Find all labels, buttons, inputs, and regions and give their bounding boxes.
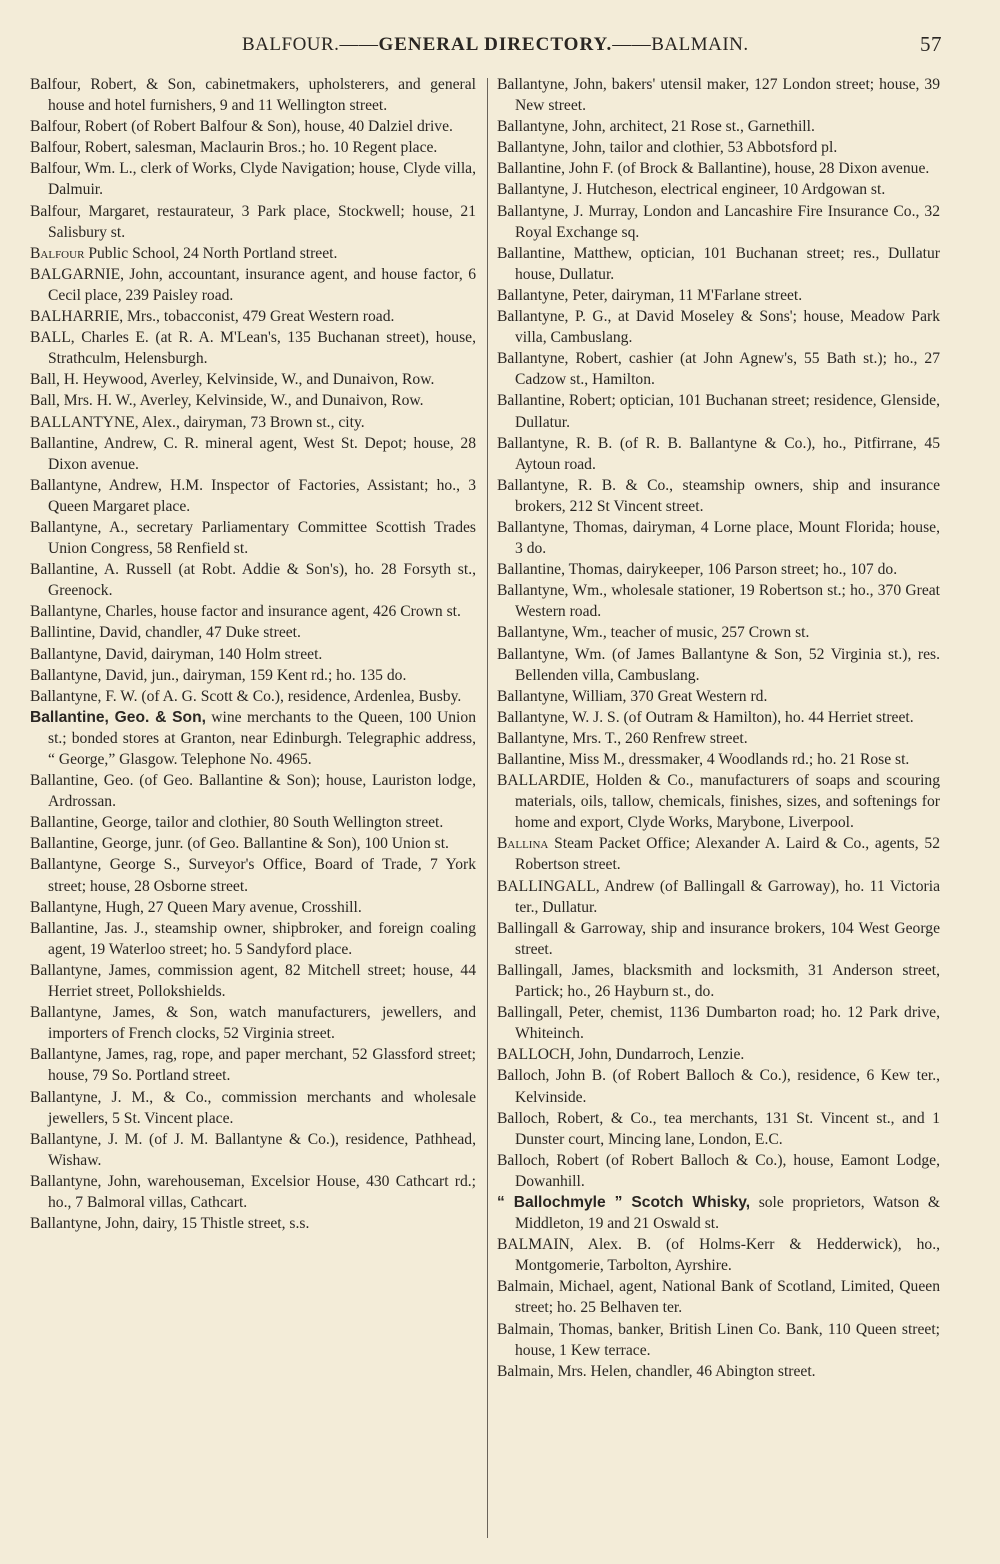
- directory-entry: [497, 285, 940, 306]
- entry-text: BALLARDIE, Holden & Co., manufacturers of soaps and scouring materials, oils, tallow, chemicals, finishes, sizes, and softenings for home and export, Clyde Works, Marybone, Liverpool.: [497, 772, 940, 832]
- entry-text: Steam Packet Office; Alexander A. Laird & Co., agents, 52 Robertson street.: [515, 835, 940, 874]
- directory-entry: [30, 686, 476, 707]
- directory-entry: [497, 306, 940, 348]
- entry-text: Public School, 24 North Portland street.: [84, 244, 338, 262]
- entry-text: Balfour, Robert (of Robert Balfour & Son), house, 40 Dalziel drive.: [30, 118, 453, 136]
- entry-text: Ballantyne, John, dairy, 15 Thistle street, s.s.: [30, 1215, 310, 1233]
- entry-text: Balloch, Robert, & Co., tea merchants, 131 St. Vincent st., and 1 Dunster court, Mincing lane, London, E.C.: [497, 1109, 940, 1148]
- entry-text: Ballantyne, F. W. (of A. G. Scott & Co.), residence, Ardenlea, Busby.: [30, 687, 462, 705]
- entry-text: Ballantyne, Peter, dairyman, 11 M'Farlane street.: [497, 286, 803, 304]
- directory-entry: [30, 559, 476, 601]
- directory-entry: [497, 559, 940, 580]
- directory-entry: [497, 158, 940, 179]
- directory-entry: [497, 644, 940, 686]
- entry-text: Ballantyne, J. M., & Co., commission merchants and wholesale jewellers, 5 St. Vincent place.: [30, 1088, 476, 1127]
- directory-entry: [30, 433, 476, 475]
- entry-text: Balloch, Robert (of Robert Balloch & Co.), house, Eamont Lodge, Dowanhill.: [497, 1151, 940, 1190]
- directory-entry: [497, 517, 940, 559]
- directory-entry: [30, 264, 476, 306]
- directory-entry: [497, 1002, 940, 1044]
- directory-entry: [30, 74, 476, 116]
- directory-entry: [497, 1108, 940, 1150]
- entry-text: Balmain, Michael, agent, National Bank of Scotland, Limited, Queen street; ho. 25 Belhaven ter.: [497, 1278, 940, 1317]
- entry-bold-name: Ballantine, Geo. & Son,: [30, 708, 206, 726]
- entry-smallcaps-name: Balfour: [30, 244, 85, 262]
- directory-entry: [497, 137, 940, 158]
- directory-entry: [30, 137, 476, 158]
- entry-text: Ballantyne, J. Hutcheson, electrical engineer, 10 Ardgowan st.: [497, 181, 886, 199]
- entry-text: Ballantyne, William, 370 Great Western rd.: [497, 687, 768, 705]
- entry-text: Ballantine, Thomas, dairykeeper, 106 Parson street; ho., 107 do.: [497, 561, 898, 579]
- entry-text: Balfour, Wm. L., clerk of Works, Clyde Navigation; house, Clyde villa, Dalmuir.: [30, 160, 476, 199]
- entry-text: Ballantyne, James, commission agent, 82 Mitchell street; house, 44 Herriet street, Pollokshields.: [30, 961, 476, 1001]
- directory-entry: [497, 348, 940, 390]
- directory-entry: [30, 1213, 476, 1234]
- entry-text: Ballantine, George, junr. (of Geo. Ballantine & Son), 100 Union st.: [30, 835, 449, 853]
- entry-text: Ballantyne, Robert, cashier (at John Agnew's, 55 Bath st.); ho., 27 Cadzow st., Hamilton.: [497, 350, 940, 389]
- directory-entry: [497, 1044, 940, 1065]
- directory-entry: [30, 390, 476, 411]
- entry-text: Ballantyne, J. Murray, London and Lancashire Fire Insurance Co., 32 Royal Exchange sq.: [497, 202, 940, 241]
- entry-text: Ballantine, Geo. (of Geo. Ballantine & Son); house, Lauriston lodge, Ardrossan.: [30, 772, 476, 811]
- directory-entry: [497, 74, 940, 116]
- entry-text: BALMAIN, Alex. B. (of Holms-Kerr & Hedderwick), ho., Montgomerie, Tarbolton, Ayrshire.: [497, 1236, 940, 1275]
- directory-entry: [30, 1171, 476, 1213]
- entry-text: Ballantyne, James, & Son, watch manufacturers, jewellers, and importers of French clocks, 52 Virginia street.: [30, 1004, 476, 1043]
- directory-entry: [497, 622, 940, 643]
- directory-entry: [30, 1002, 476, 1044]
- entry-text: Ballantyne, Mrs. T., 260 Renfrew street.: [497, 729, 748, 747]
- entry-text: BALLINGALL, Andrew (of Ballingall & Garroway), ho. 11 Victoria ter., Dullatur.: [497, 877, 940, 916]
- directory-entry: [497, 918, 940, 960]
- directory-entry: [30, 1044, 476, 1086]
- entry-text: Ballingall & Garroway, ship and insurance brokers, 104 West George street.: [497, 919, 940, 958]
- directory-entry: [30, 622, 476, 643]
- entry-text: Balloch, John B. (of Robert Balloch & Co.), residence, 6 Kew ter., Kelvinside.: [497, 1067, 940, 1106]
- directory-entry: [30, 1087, 476, 1129]
- directory-entry: [497, 728, 940, 749]
- entry-text: Ballantine, Robert; optician, 101 Buchanan street; residence, Glenside, Dullatur.: [497, 392, 940, 431]
- directory-entry: [30, 517, 476, 559]
- entry-text: Ballantyne, Charles, house factor and insurance agent, 426 Crown st.: [30, 603, 461, 621]
- entry-text: Ballantine, Matthew, optician, 101 Buchanan street; res., Dullatur house, Dullatur.: [497, 244, 940, 283]
- entry-text: Ballantyne, David, jun., dairyman, 159 Kent rd.; ho. 135 do.: [30, 666, 407, 684]
- entry-text: Ballantyne, John, bakers' utensil maker, 127 London street; house, 39 New street.: [497, 76, 940, 115]
- entry-text: Ballantyne, David, dairyman, 140 Holm street.: [30, 645, 323, 663]
- directory-entry: [30, 327, 476, 369]
- entry-text: Balmain, Mrs. Helen, chandler, 46 Abington street.: [497, 1362, 816, 1380]
- directory-entry: [497, 876, 940, 918]
- directory-entry: [30, 833, 476, 854]
- entry-text: Ballingall, Peter, chemist, 1136 Dumbarton road; ho. 12 Park drive, Whiteinch.: [497, 1004, 940, 1043]
- entry-text: Ballantyne, R. B. (of R. B. Ballantyne & Co.), ho., Pitfirrane, 45 Aytoun road.: [497, 434, 940, 473]
- directory-entry: [497, 116, 940, 137]
- directory-entry: [497, 390, 940, 432]
- directory-entry: [497, 1319, 940, 1361]
- running-header: [0, 30, 1000, 62]
- directory-entry: [497, 833, 940, 875]
- entry-text: Ballintine, David, chandler, 47 Duke street.: [30, 624, 301, 642]
- entry-text: Balfour, Robert, salesman, Maclaurin Bros.; ho. 10 Regent place.: [30, 139, 438, 157]
- entry-text: Ballantyne, R. B. & Co., steamship owners, ship and insurance brokers, 212 St Vincent street.: [497, 476, 940, 515]
- directory-entry: [30, 369, 476, 390]
- directory-entry: [30, 1129, 476, 1171]
- directory-entry: [30, 644, 476, 665]
- header-left-word: BALFOUR.: [242, 34, 340, 55]
- running-title: BALFOUR.——GENERAL DIRECTORY.——BALMAIN.: [242, 34, 749, 55]
- entry-text: Ballantyne, Wm., wholesale stationer, 19 Robertson st.; ho., 370 Great Western road.: [497, 582, 940, 621]
- directory-entry: [497, 960, 940, 1002]
- directory-entry: [30, 412, 476, 433]
- directory-entry: [30, 116, 476, 137]
- entry-text: Ball, Mrs. H. W., Averley, Kelvinside, W., and Dunaivon, Row.: [30, 392, 424, 410]
- left-column: [30, 74, 476, 1234]
- entry-text: Ballantine, A. Russell (at Robt. Addie & Son's), ho. 28 Forsyth st., Greenock.: [30, 561, 476, 600]
- directory-entry: [30, 665, 476, 686]
- directory-entry: [30, 812, 476, 833]
- entry-text: Ballantyne, John, architect, 21 Rose st., Garnethill.: [497, 118, 815, 136]
- entry-text: BALLOCH, John, Dundarroch, Lenzie.: [497, 1046, 745, 1064]
- entry-text: BALL, Charles E. (at R. A. M'Lean's, 135 Buchanan street), house, Strathculm, Helensburgh.: [30, 329, 476, 368]
- directory-entry: [497, 243, 940, 285]
- entry-text: Ballantyne, Thomas, dairyman, 4 Lorne place, Mount Florida; house, 3 do.: [497, 518, 940, 558]
- entry-text: Ballantine, John F. (of Brock & Ballantine), house, 28 Dixon avenue.: [497, 160, 930, 178]
- page-number: 57: [920, 32, 942, 56]
- header-center-title: GENERAL DIRECTORY.: [378, 34, 613, 55]
- entry-text: Balfour, Margaret, restaurateur, 3 Park place, Stockwell; house, 21 Salisbury st.: [30, 202, 476, 241]
- directory-entry: [497, 1192, 940, 1234]
- directory-entry: [497, 1361, 940, 1382]
- directory-entry: [30, 475, 476, 517]
- entry-text: wine merchants to the Queen, 100 Union st.; bonded stores at Granton, near Edinburgh. Telegraphic address, “ George,” Glasgow. Telephone No. 4965.: [48, 708, 476, 768]
- entry-text: Ballantyne, John, tailor and clothier, 53 Abbotsford pl.: [497, 139, 838, 157]
- directory-entry: [30, 201, 476, 243]
- directory-entry: [497, 1150, 940, 1192]
- entry-text: Ballantyne, Wm. (of James Ballantyne & Son, 52 Virginia st.), res. Bellenden villa, Cambuslang.: [497, 645, 940, 684]
- entry-text: Ballantine, Miss M., dressmaker, 4 Woodlands rd.; ho. 21 Rose st.: [497, 751, 910, 768]
- directory-entry: [30, 897, 476, 918]
- entry-text: Ballantyne, A., secretary Parliamentary Committee Scottish Trades Union Congress, 58 Renfield st.: [30, 518, 476, 558]
- directory-entry: [497, 770, 940, 833]
- directory-entry: [497, 475, 940, 517]
- entry-text: Ballantine, Jas. J., steamship owner, shipbroker, and foreign coaling agent, 19 Waterloo street; ho. 5 Sandyford place.: [30, 919, 476, 958]
- directory-entry: [30, 707, 476, 770]
- directory-entry: [30, 854, 476, 896]
- directory-entry: [30, 601, 476, 622]
- directory-entry: [30, 960, 476, 1002]
- entry-text: Ballantyne, Andrew, H.M. Inspector of Factories, Assistant; ho., 3 Queen Margaret place.: [30, 476, 476, 515]
- entry-text: Ballantyne, W. J. S. (of Outram & Hamilton), ho. 44 Herriet street.: [497, 708, 914, 726]
- header-right-word: BALMAIN.: [651, 34, 749, 55]
- directory-entry: [497, 686, 940, 707]
- directory-entry: [497, 1234, 940, 1276]
- entry-text: BALGARNIE, John, accountant, insurance agent, and house factor, 6 Cecil place, 239 Paisley road.: [30, 265, 476, 304]
- directory-entry: [30, 243, 476, 264]
- entry-text: Ballantyne, J. M. (of J. M. Ballantyne & Co.), residence, Pathhead, Wishaw.: [30, 1130, 476, 1169]
- directory-entry: [30, 158, 476, 200]
- directory-entry: [497, 580, 940, 622]
- entry-text: BALHARRIE, Mrs., tobacconist, 479 Great Western road.: [30, 308, 395, 326]
- entry-text: Ballantyne, John, warehouseman, Excelsior House, 430 Cathcart rd.; ho., 7 Balmoral villas, Cathcart.: [30, 1172, 476, 1211]
- directory-entry: [497, 433, 940, 475]
- entry-text: Balfour, Robert, & Son, cabinetmakers, upholsterers, and general house and hotel furnishers, 9 and 11 Wellington street.: [30, 76, 476, 115]
- directory-entry: [497, 749, 940, 770]
- directory-entry: [497, 707, 940, 728]
- entry-text: BALLANTYNE, Alex., dairyman, 73 Brown st., city.: [30, 413, 365, 431]
- entry-text: Ballantyne, Wm., teacher of music, 257 Crown st.: [497, 624, 810, 642]
- entry-text: sole proprietors, Watson & Middleton, 19 and 21 Oswald st.: [515, 1193, 940, 1233]
- directory-entry: [497, 1065, 940, 1107]
- entry-bold-name: “ Ballochmyle ” Scotch Whisky,: [497, 1193, 751, 1211]
- entry-text: Balmain, Thomas, banker, British Linen Co. Bank, 110 Queen street; house, 1 Kew terrace.: [497, 1320, 940, 1359]
- directory-entry: [497, 201, 940, 243]
- entry-text: Ballantyne, George S., Surveyor's Office, Board of Trade, 7 York street; house, 28 Osborne street.: [30, 856, 476, 895]
- directory-entry: [30, 306, 476, 327]
- directory-entry: [497, 1276, 940, 1318]
- entry-text: Ballantyne, James, rag, rope, and paper merchant, 52 Glassford street; house, 79 So. Portland street.: [30, 1046, 476, 1085]
- column-divider: [487, 78, 488, 1538]
- entry-text: Ballingall, James, blacksmith and locksmith, 31 Anderson street, Partick; ho., 26 Hayburn st., do.: [497, 961, 940, 1001]
- right-column: [497, 74, 940, 1382]
- entry-text: Ballantine, George, tailor and clothier, 80 South Wellington street.: [30, 814, 444, 832]
- entry-smallcaps-name: Ballina: [497, 835, 549, 853]
- entry-text: Ballantyne, Hugh, 27 Queen Mary avenue, Crosshill.: [30, 898, 362, 916]
- directory-entry: [30, 918, 476, 960]
- entry-text: Ballantine, Andrew, C. R. mineral agent, West St. Depot; house, 28 Dixon avenue.: [30, 434, 476, 473]
- directory-entry: [497, 179, 940, 200]
- directory-entry: [30, 770, 476, 812]
- entry-text: Ballantyne, P. G., at David Moseley & Sons'; house, Meadow Park villa, Cambuslang.: [497, 308, 940, 347]
- entry-text: Ball, H. Heywood, Averley, Kelvinside, W., and Dunaivon, Row.: [30, 371, 435, 389]
